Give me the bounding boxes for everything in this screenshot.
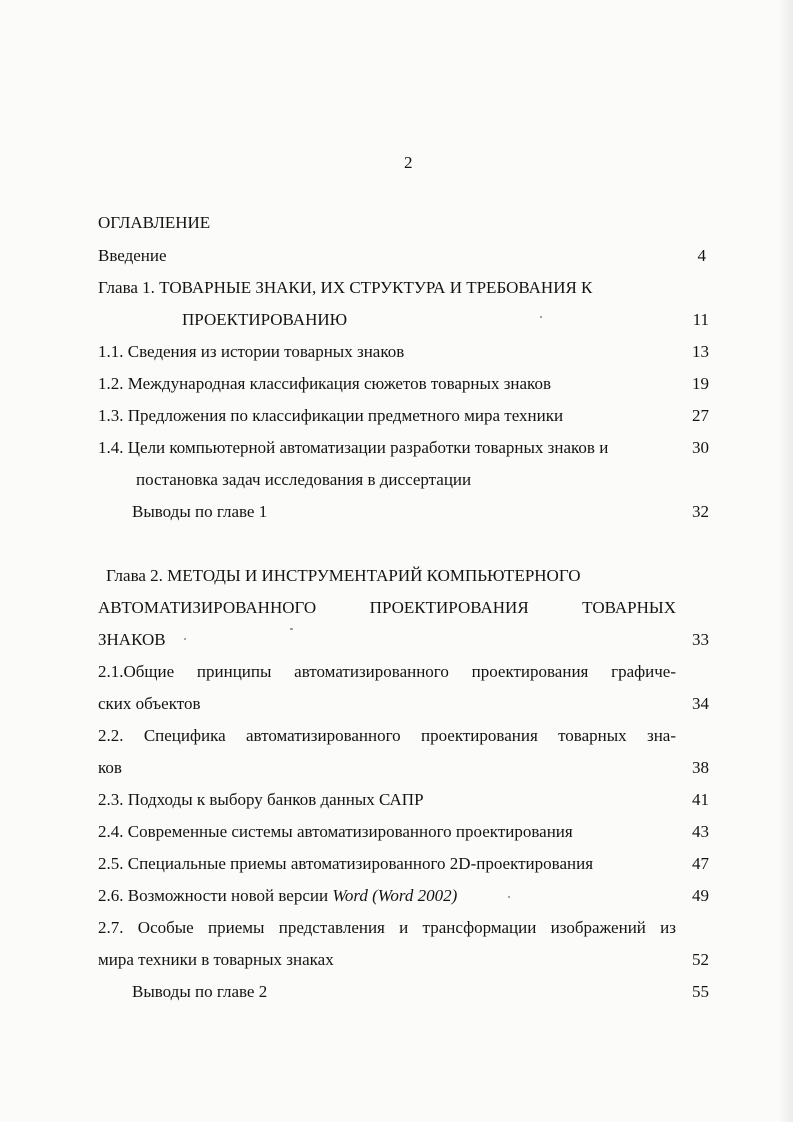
- toc-section-1-2-title: 1.2. Международная классификация сюжетов товарных знаков: [98, 374, 551, 393]
- toc-section-1-3-title: 1.3. Предложения по классификации предметного мира техники: [98, 406, 564, 425]
- page-number: 2: [404, 153, 413, 172]
- toc-section-2-5-page: 47: [692, 854, 709, 873]
- toc-section-2-3-title: 2.3. Подходы к выбору банков данных САПР: [98, 790, 424, 809]
- scan-edge-shadow: [779, 0, 793, 1122]
- toc-chapter1-line1: Глава 1. ТОВАРНЫЕ ЗНАКИ, ИХ СТРУКТУРА И ТРЕБОВАНИЯ К: [98, 278, 593, 297]
- toc-chapter2-line2: АВТОМАТИЗИРОВАННОГО ПРОЕКТИРОВАНИЯ ТОВАРНЫХ: [98, 598, 676, 617]
- toc-chapter1-conclusions-page: 32: [692, 502, 709, 521]
- toc-section-2-2-line2: ков: [98, 758, 122, 777]
- scan-speck: [290, 628, 293, 630]
- scan-speck: [540, 316, 542, 318]
- toc-section-2-2-page: 38: [692, 758, 709, 777]
- toc-chapter2-page: 33: [692, 630, 709, 649]
- toc-section-1-1-page: 13: [692, 342, 709, 361]
- toc-section-1-3-page: 27: [692, 406, 709, 425]
- toc-entry-intro-title: Введение: [98, 246, 167, 265]
- toc-section-1-4-line1: 1.4. Цели компьютерной автоматизации разработки товарных знаков и: [98, 438, 609, 457]
- toc-chapter1-conclusions-title: Выводы по главе 1: [132, 502, 268, 521]
- toc-section-2-3-page: 41: [692, 790, 709, 809]
- toc-section-2-7-line1: 2.7. Особые приемы представления и трансформации изображений из: [98, 918, 676, 937]
- toc-chapter2-conclusions-page: 55: [692, 982, 709, 1001]
- toc-chapter1-line2: ПРОЕКТИРОВАНИЮ: [182, 310, 348, 329]
- toc-section-1-4-page: 30: [692, 438, 709, 457]
- toc-section-2-1-line1: 2.1.Общие принципы автоматизированного проектирования графиче-: [98, 662, 676, 681]
- toc-section-2-6-italic: Word (Word 2002): [332, 886, 458, 905]
- toc-section-2-6-page: 49: [692, 886, 709, 905]
- toc-chapter2-line3: ЗНАКОВ: [98, 630, 166, 649]
- toc-section-2-6-prefix: 2.6. Возможности новой версии: [98, 886, 333, 905]
- toc-section-2-7-line2: мира техники в товарных знаках: [98, 950, 334, 969]
- toc-chapter2-line1: Глава 2. МЕТОДЫ И ИНСТРУМЕНТАРИЙ КОМПЬЮТЕРНОГО: [106, 566, 581, 585]
- toc-section-2-5-title: 2.5. Специальные приемы автоматизированного 2D-проектирования: [98, 854, 594, 873]
- toc-section-2-4-page: 43: [692, 822, 709, 841]
- toc-section-1-1-title: 1.1. Сведения из истории товарных знаков: [98, 342, 405, 361]
- toc-section-2-4-title: 2.4. Современные системы автоматизированного проектирования: [98, 822, 573, 841]
- toc-entry-intro-page: 4: [697, 246, 706, 265]
- toc-section-2-1-line2: ских объектов: [98, 694, 201, 713]
- scan-speck: [184, 638, 186, 640]
- toc-section-2-6-title: [98, 886, 457, 906]
- toc-chapter1-page: 11: [692, 310, 709, 329]
- toc-section-2-7-page: 52: [692, 950, 709, 969]
- scan-speck: [508, 896, 510, 898]
- toc-chapter2-conclusions-title: Выводы по главе 2: [132, 982, 268, 1001]
- toc-section-1-2-page: 19: [692, 374, 709, 393]
- toc-heading: ОГЛАВЛЕНИЕ: [98, 213, 211, 232]
- toc-section-2-1-page: 34: [692, 694, 709, 713]
- toc-section-1-4-line2: постановка задач исследования в диссертации: [136, 470, 472, 489]
- toc-section-2-2-line1: 2.2. Специфика автоматизированного проектирования товарных зна-: [98, 726, 676, 745]
